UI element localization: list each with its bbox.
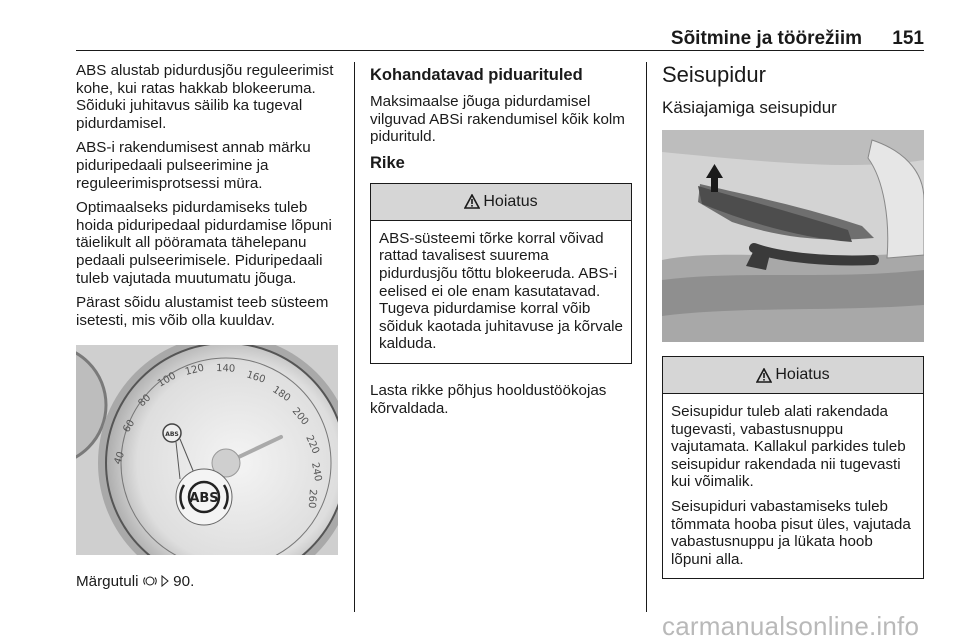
abs-icon	[143, 575, 157, 587]
warning-text-apply: Seisupidur tuleb alati rakendada tugevasti, vabastusnuppu vajutamata. Kallakul parkides tuleb seisupidur rakendada nii tugevasti kui võimalik.	[671, 403, 906, 491]
column-1	[76, 62, 338, 598]
column-3	[662, 62, 924, 597]
gauge-number: 240	[309, 461, 324, 483]
warning-box-parking-brake	[662, 356, 924, 579]
paragraph-abs-signal: ABS-i rakendumisest annab märku piduripedaali pulseerimine ja reguleerimisprotsessi müra.	[76, 139, 311, 192]
warning-text: ABS-süsteemi tõrke korral võivad rattad tavalisest suurema pidurdusjõu tõttu blokeeruda. ABS-i eelised ei ole enam kasutatavad. Tugeva pidurdamise korral võib sõiduk kaotada juhitavuse ja kõrvale kalduda.	[379, 229, 623, 353]
gauge-number: 160	[245, 369, 267, 387]
heading-parking-brake: Seisupidur	[662, 62, 766, 87]
paragraph-self-test: Pärast sõidu alustamist teeb süsteem isetesti, mis võib olla kuuldav.	[76, 294, 329, 329]
warning-title: Hoiatus	[483, 192, 538, 210]
column-2	[370, 62, 632, 424]
speedometer-photo	[76, 345, 338, 555]
warning-triangle-icon	[464, 194, 480, 209]
abs-indicator-small	[163, 424, 181, 442]
warning-box-abs	[370, 183, 632, 364]
warning-text-release: Seisupiduri vabastamiseks tuleb tõmmata hooba pisut üles, vajutada vabastusnuppu ja lükata hoob lõpuni alla.	[671, 497, 911, 568]
warning-header	[663, 357, 923, 394]
column-divider-1	[354, 62, 355, 612]
indicator-caption	[76, 573, 338, 591]
paragraph-optimal-braking: Optimaalseks pidurdamiseks tuleb hoida piduripedaal pidurdamise lõpuni täielikult all pööramata tähelepanu pedaali pulseerimisele. Piduripedaali tuleb vajutada muutumatu jõuga.	[76, 199, 332, 287]
caption-page-ref: 90.	[173, 573, 195, 591]
heading-adaptive-brake-lights: Kohandatavad piduarituled	[370, 66, 583, 84]
gauge-number: 220	[303, 434, 322, 456]
gauge-number: 180	[270, 384, 293, 405]
gauge-number: 100	[156, 370, 179, 390]
page-reference-icon	[161, 575, 169, 587]
gauge-number: 40	[112, 450, 128, 467]
svg-text:ABS: ABS	[165, 431, 179, 439]
heading-manual-parking-brake: Käsiajamiga seisupidur	[662, 98, 837, 117]
gauge-number: 200	[289, 406, 311, 428]
paragraph-service: Lasta rikke põhjus hooldustöökojas kõrvaldada.	[370, 381, 607, 417]
page-header	[76, 26, 924, 51]
gauge-number: 60	[121, 418, 138, 435]
handbrake-photo	[662, 130, 924, 342]
svg-text:ABS: ABS	[189, 491, 219, 507]
gauge-number: 80	[136, 392, 154, 410]
warning-title: Hoiatus	[775, 366, 830, 383]
column-divider-2	[646, 62, 647, 612]
abs-indicator-large	[176, 469, 232, 525]
warning-body	[371, 221, 631, 363]
heading-fault: Rike	[370, 153, 405, 172]
gauge-number: 140	[215, 363, 236, 375]
paragraph-brake-lights: Maksimaalse jõuga pidurdamisel vilguvad ABSi rakendumisel kõik kolm pidurituld.	[370, 93, 625, 146]
warning-triangle-icon	[756, 368, 772, 383]
gauge-number: 260	[305, 489, 318, 509]
gauge-number: 120	[184, 362, 206, 379]
warning-body	[663, 394, 923, 578]
page-number: 151	[892, 28, 924, 49]
warning-header	[371, 184, 631, 221]
caption-text: Märgutuli	[76, 573, 139, 591]
paragraph-abs-start: ABS alustab pidurdusjõu reguleerimist kohe, kui ratas hakkab blokeeruma. Sõiduki juhitavus säilib ka tugeval pidurdamisel.	[76, 62, 334, 132]
section-title: Sõitmine ja töörežiim	[670, 28, 862, 49]
watermark: carmanualsonline.info	[662, 611, 920, 641]
